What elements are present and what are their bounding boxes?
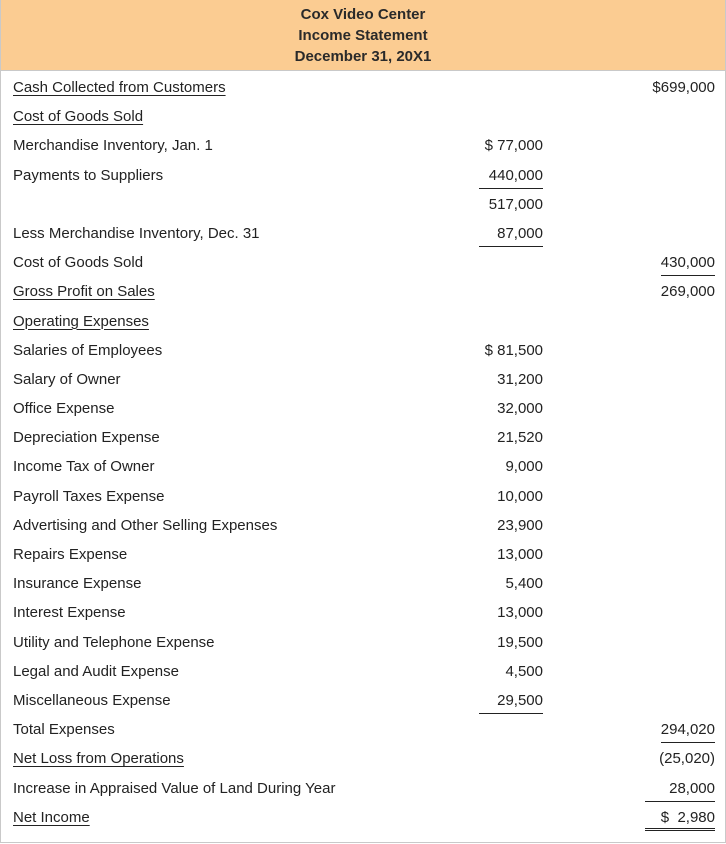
row-interest [1,598,725,627]
row-amount: 13,000 [497,604,543,622]
statement-rows [1,73,725,832]
row-label: Income Tax of Owner [13,458,155,476]
row-salary-owner [1,365,725,394]
row-amount: 10,000 [497,487,543,505]
row-label: Cost of Goods Sold [13,254,144,272]
row-payroll-taxes [1,482,725,511]
row-amount: 9,000 [505,458,543,476]
row-label: Cash Collected from Customers [13,79,226,96]
row-payments-suppliers [1,161,725,190]
row-label: Merchandise Inventory, Jan. 1 [13,137,213,155]
row-amount: $ 81,500 [484,341,543,359]
row-opex-heading [1,307,725,336]
statement-header [1,0,725,71]
row-amount: 294,020 [661,721,715,743]
row-amount: 4,500 [505,662,543,680]
section-heading: Cost of Goods Sold [13,108,144,126]
section-heading: Operating Expenses [13,312,149,330]
row-amount: 440,000 [479,167,543,189]
row-label: Increase in Appraised Value of Land During Year [13,779,336,797]
row-label: Salaries of Employees [13,341,163,359]
row-label: Legal and Audit Expense [13,662,179,680]
row-amount: 517,000 [488,195,543,213]
row-legal [1,657,725,686]
row-label: Less Merchandise Inventory, Dec. 31 [13,224,260,242]
row-advertising [1,511,725,540]
row-amount: 87,000 [479,225,543,247]
row-land-increase [1,774,725,803]
row-cash-collected [1,73,725,102]
row-label: Payroll Taxes Expense [13,487,165,505]
row-salaries [1,336,725,365]
row-amount: 29,500 [479,692,543,714]
row-insurance [1,569,725,598]
row-gross-profit [1,277,725,306]
row-label: Gross Profit on Sales [13,283,155,301]
row-amount: (25,020) [659,750,715,768]
row-label: Total Expenses [13,721,115,739]
row-label: Net Income [13,808,90,826]
row-utility [1,628,725,657]
row-label: Utility and Telephone Expense [13,633,215,651]
row-amount: 19,500 [497,633,543,651]
row-amount: 430,000 [661,254,715,276]
row-label: Depreciation Expense [13,429,160,447]
row-amount: $699,000 [652,79,715,96]
row-label: Salary of Owner [13,370,121,388]
row-total-expenses [1,715,725,744]
row-subtotal [1,190,725,219]
row-amount: 5,400 [505,575,543,593]
row-label: Net Loss from Operations [13,750,184,768]
row-amount: 23,900 [497,516,543,534]
row-amount: $ 77,000 [484,137,543,155]
row-label: Office Expense [13,400,115,418]
row-misc [1,686,725,715]
row-amount: 28,000 [645,780,715,802]
row-amount: $ 2,980 [645,809,715,831]
row-amount: 269,000 [660,283,715,301]
row-merch-jan [1,131,725,160]
row-label: Payments to Suppliers [13,166,164,184]
row-amount: 32,000 [497,400,543,418]
row-label: Repairs Expense [13,546,128,563]
row-label: Insurance Expense [13,575,142,593]
row-net-income [1,803,725,832]
statement-title: Income Statement [298,26,428,44]
row-amount: 13,000 [497,546,543,563]
row-depreciation [1,423,725,452]
row-label: Interest Expense [13,604,126,622]
row-amount: 21,520 [497,429,543,447]
statement-date: December 31, 20X1 [294,47,432,65]
row-less-merch-dec [1,219,725,248]
row-office [1,394,725,423]
row-label: Miscellaneous Expense [13,691,171,709]
row-label: Advertising and Other Selling Expenses [13,516,278,534]
row-cogs-heading [1,102,725,131]
row-amount: 31,200 [497,370,543,388]
row-net-loss [1,744,725,773]
row-repairs [1,540,725,569]
row-cogs-total [1,248,725,277]
row-income-tax [1,452,725,481]
company-name: Cox Video Center [300,5,426,23]
